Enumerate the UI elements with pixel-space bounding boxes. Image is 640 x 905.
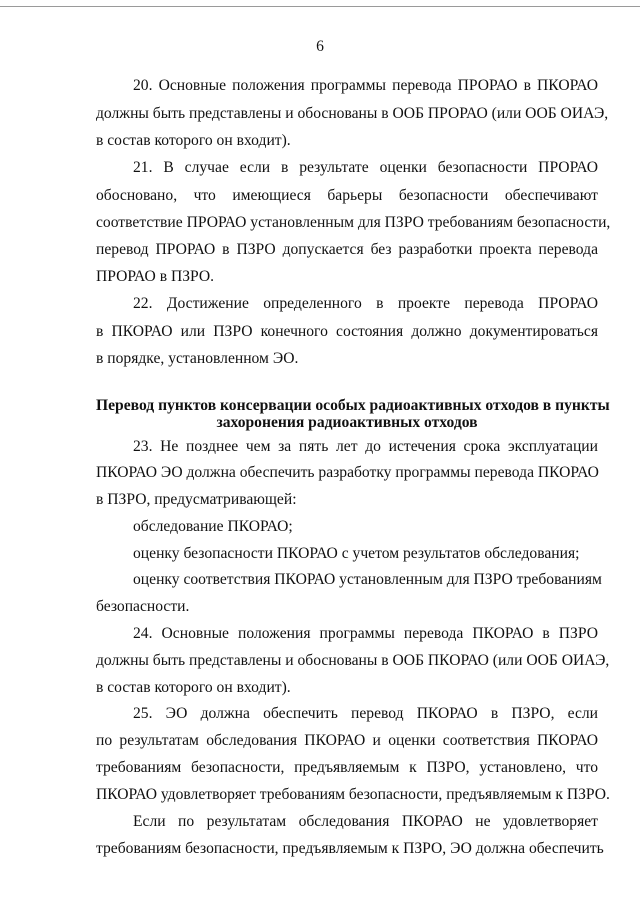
text-line: требованиям безопасности, предъявляемым к ПЗРО, ЭО должна обеспечить: [96, 840, 604, 857]
text-line: перевод ПРОРАО в ПЗРО допускается без разработки проекта перевода: [96, 241, 598, 258]
text-line: ПРОРАО в ПЗРО.: [96, 268, 215, 285]
section-heading-line2: захоронения радиоактивных отходов: [216, 414, 478, 431]
text-line: должны быть представлены и обоснованы в ООБ ПРОРАО (или ООБ ОИАЭ,: [96, 105, 609, 122]
section-heading: Перевод пунктов консервации особых радиоактивных отходов в пункты: [96, 397, 610, 414]
text-line: обосновано, что имеющиеся барьеры безопасности обеспечивают: [96, 187, 598, 204]
text-line: в состав которого он входит).: [96, 679, 291, 696]
text-line: требованиям безопасности, предъявляемым к ПЗРО, установлено, что: [96, 759, 598, 776]
text-line: безопасности.: [96, 598, 190, 615]
text-line: по результатам обследования ПКОРАО и оценки соответствия ПКОРАО: [96, 732, 598, 749]
text-line: в состав которого он входит).: [96, 132, 291, 149]
text-line: 20. Основные положения программы перевода ПРОРАО в ПКОРАО: [133, 77, 598, 94]
text-line: в ПКОРАО или ПЗРО конечного состояния должно документироваться: [96, 323, 598, 340]
list-item: оценку безопасности ПКОРАО с учетом результатов обследования;: [133, 545, 580, 562]
text-line: 22. Достижение определенного в проекте перевода ПРОРАО: [133, 295, 598, 312]
text-line: ПКОРАО ЭО должна обеспечить разработку программы перевода ПКОРАО: [96, 464, 599, 481]
page-number: 6: [316, 38, 324, 55]
text-line: 24. Основные положения программы перевода ПКОРАО в ПЗРО: [133, 625, 598, 642]
text-line: в порядке, установленном ЭО.: [96, 350, 299, 367]
text-line: 21. В случае если в результате оценки безопасности ПРОРАО: [133, 159, 598, 176]
top-border-line: [0, 6, 640, 7]
text-line: в ПЗРО, предусматривающей:: [96, 491, 297, 508]
text-line: ПКОРАО удовлетворяет требованиям безопасности, предъявляемым к ПЗРО.: [96, 786, 610, 803]
text-line: Если по результатам обследования ПКОРАО не удовлетворяет: [133, 813, 598, 830]
list-item: обследование ПКОРАО;: [133, 518, 293, 535]
text-line: 25. ЭО должна обеспечить перевод ПКОРАО в ПЗРО, если: [133, 705, 598, 722]
list-item: оценку соответствия ПКОРАО установленным для ПЗРО требованиям: [133, 571, 602, 588]
text-line: должны быть представлены и обоснованы в ООБ ПКОРАО (или ООБ ОИАЭ,: [96, 652, 610, 669]
text-line: 23. Не позднее чем за пять лет до истечения срока эксплуатации: [133, 438, 598, 455]
text-line: соответствие ПРОРАО установленным для ПЗРО требованиям безопасности,: [96, 214, 611, 231]
